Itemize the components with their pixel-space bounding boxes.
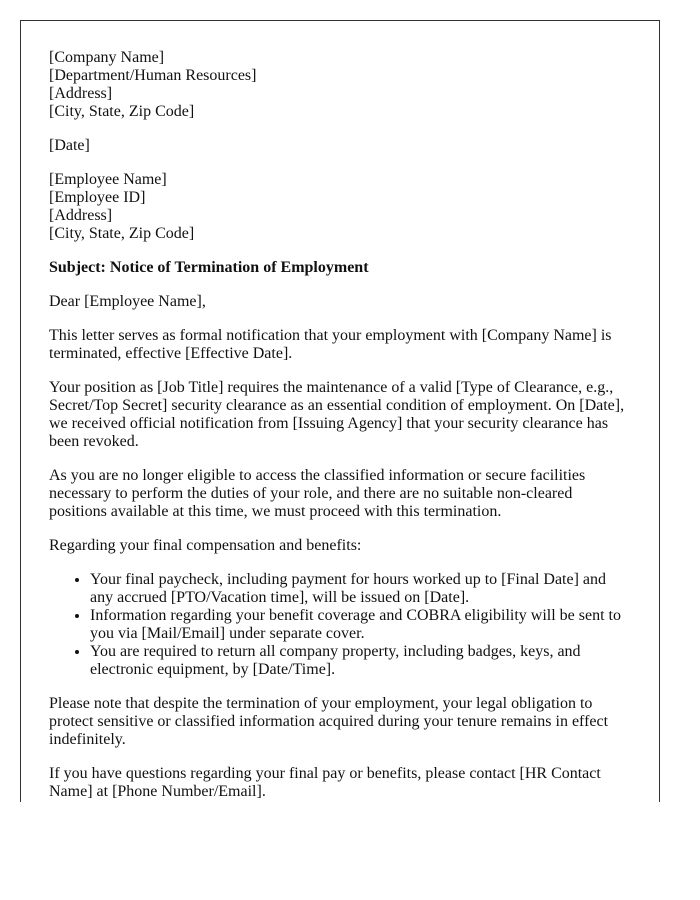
recipient-city-state-zip: [City, State, Zip Code]: [49, 225, 195, 242]
paragraph-termination-notice: This letter serves as formal notification that your employment with [Company Name] is terminated, effective [Effective Date].: [49, 327, 612, 362]
paragraph-confidentiality: Please note that despite the termination of your employment, your legal obligation to protect sensitive or classified information acquired during your tenure remains in effect indefinitely.: [49, 695, 609, 748]
paragraph-compensation-intro: Regarding your final compensation and benefits:: [49, 537, 362, 554]
sender-company-name: [Company Name]: [49, 49, 165, 66]
sender-department: [Department/Human Resources]: [49, 67, 257, 84]
list-item-return-property: • You are required to return all company property, including badges, keys, and electronic equipment, by [Date/Time].: [90, 643, 631, 679]
sender-address-block: [49, 49, 631, 121]
paragraph-hr-contact: If you have questions regarding your final pay or benefits, please contact [HR Contact Name] at [Phone Number/Email].: [49, 765, 601, 800]
recipient-employee-id: [Employee ID]: [49, 189, 146, 206]
list-item-benefits-cobra: • Information regarding your benefit coverage and COBRA eligibility will be sent to you via [Mail/Email] under separate cover.: [90, 607, 631, 643]
letter-page: [20, 20, 660, 802]
sender-city-state-zip: [City, State, Zip Code]: [49, 103, 195, 120]
subject-line: Subject: Notice of Termination of Employment: [49, 259, 369, 276]
recipient-address-block: [49, 171, 631, 243]
list-item-final-paycheck: • Your final paycheck, including payment for hours worked up to [Final Date] and any accrued [PTO/Vacation time], will be issued on [Date].: [90, 571, 631, 607]
benefits-list: [49, 571, 631, 679]
salutation: Dear [Employee Name],: [49, 293, 206, 310]
recipient-address: [Address]: [49, 207, 113, 224]
recipient-employee-name: [Employee Name]: [49, 171, 167, 188]
paragraph-clearance-revoked: Your position as [Job Title] requires the maintenance of a valid [Type of Clearance, e.g., Secret/Top Secret] security clearance as an essential condition of employment. On [Date], we received official notification from [Issuing Agency] that your security clearance has been revoked.: [49, 379, 625, 450]
paragraph-reason: As you are no longer eligible to access the classified information or secure facilities necessary to perform the duties of your role, and there are no suitable non-cleared positions available at this time, we must proceed with this termination.: [49, 467, 586, 520]
letter-date: [49, 137, 631, 155]
letter-content: [21, 21, 659, 801]
sender-address: [Address]: [49, 85, 113, 102]
date-text: [Date]: [49, 137, 90, 154]
